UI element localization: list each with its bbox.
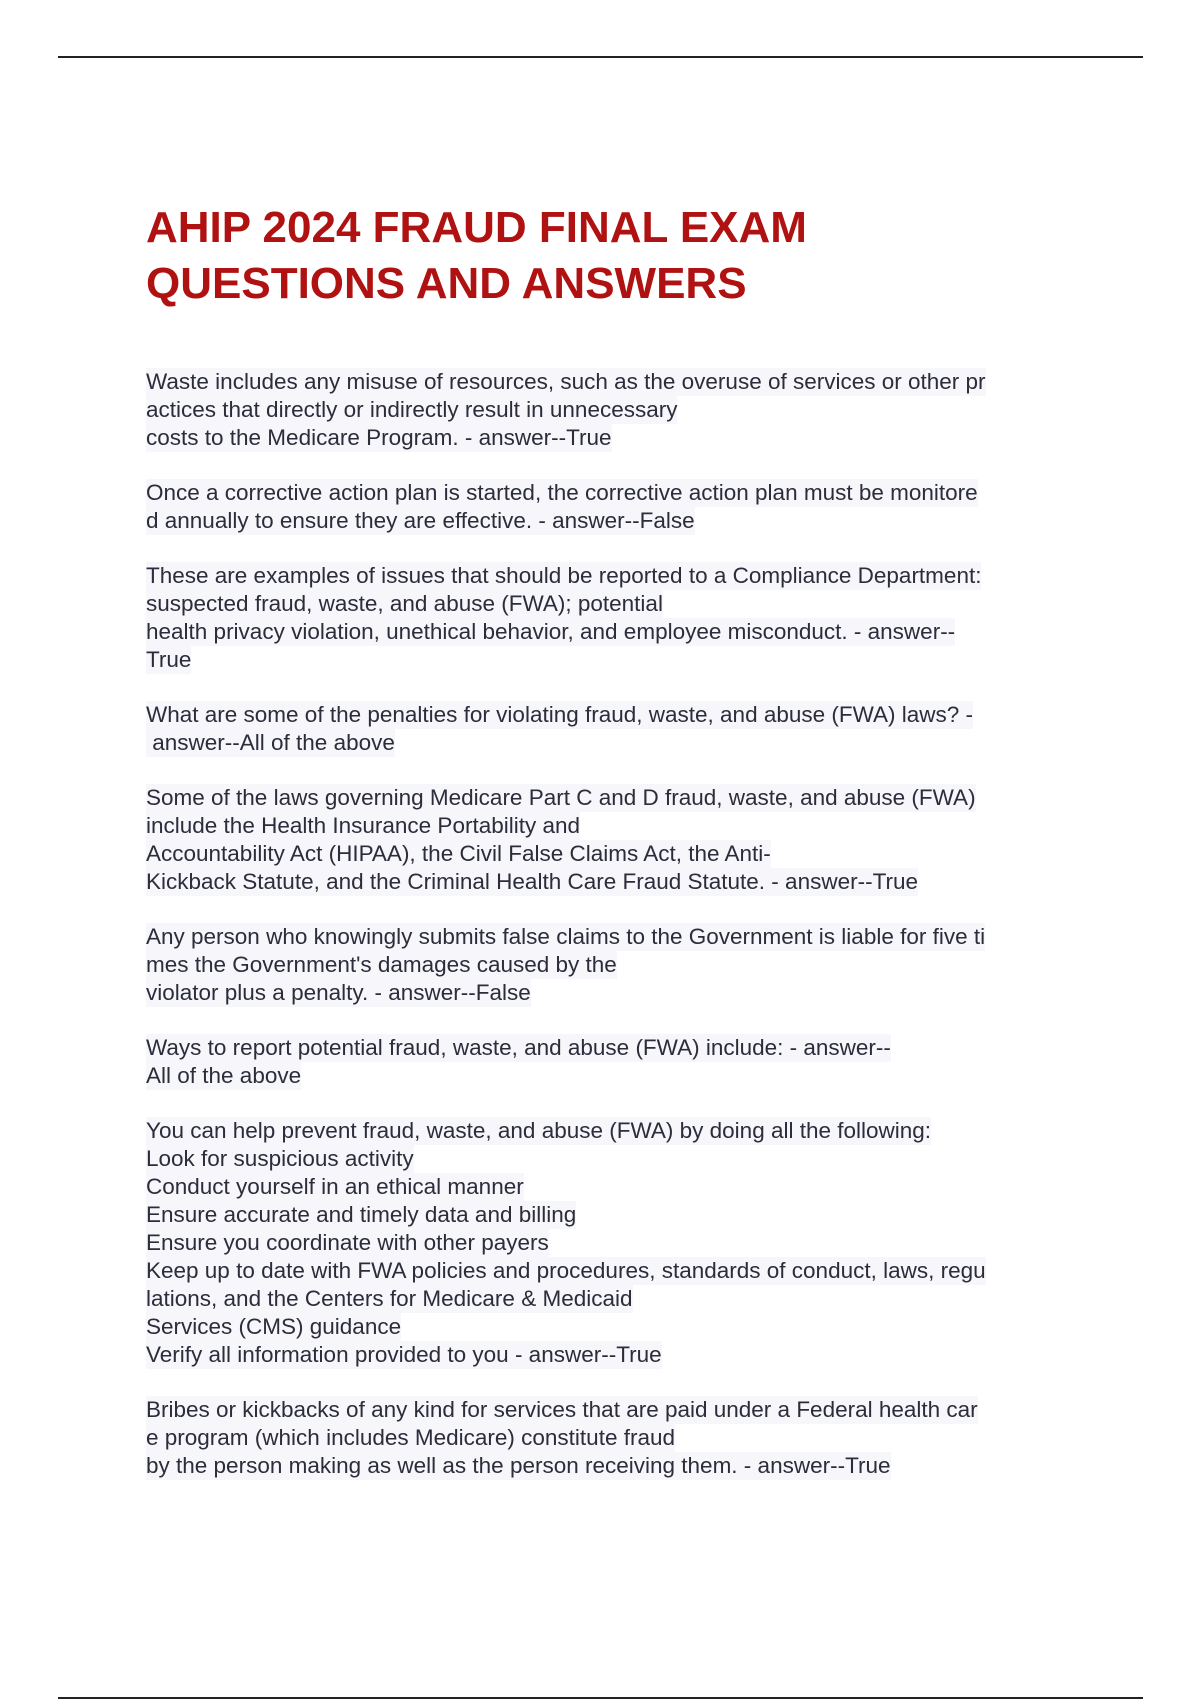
qa-line: by the person making as well as the person receiving them. - answer--True xyxy=(146,1453,891,1478)
qa-line: suspected fraud, waste, and abuse (FWA); potential xyxy=(146,591,663,616)
qa-line: Conduct yourself in an ethical manner xyxy=(146,1174,524,1199)
qa-line: Look for suspicious activity xyxy=(146,1146,414,1171)
title-line: AHIP 2024 FRAUD FINAL EXAM xyxy=(146,203,807,252)
page-title xyxy=(146,200,1106,312)
qa-line: violator plus a penalty. - answer--False xyxy=(146,980,531,1005)
qa-entry xyxy=(146,368,1066,452)
qa-line: answer--All of the above xyxy=(146,730,395,755)
qa-entry xyxy=(146,479,1066,535)
qa-line: Bribes or kickbacks of any kind for services that are paid under a Federal health car xyxy=(146,1397,978,1422)
bottom-divider xyxy=(58,1697,1143,1699)
qa-entry xyxy=(146,701,1066,757)
qa-line: What are some of the penalties for violating fraud, waste, and abuse (FWA) laws? - xyxy=(146,702,974,727)
title-line: QUESTIONS AND ANSWERS xyxy=(146,259,747,308)
qa-line: Waste includes any misuse of resources, such as the overuse of services or other pr xyxy=(146,369,986,394)
qa-list xyxy=(146,368,1066,1507)
qa-line: health privacy violation, unethical behavior, and employee misconduct. - answer-- xyxy=(146,619,956,644)
qa-entry xyxy=(146,1034,1066,1090)
qa-line: actices that directly or indirectly result in unnecessary xyxy=(146,397,678,422)
qa-line: Ways to report potential fraud, waste, and abuse (FWA) include: - answer-- xyxy=(146,1035,891,1060)
qa-line: d annually to ensure they are effective. - answer--False xyxy=(146,508,695,533)
qa-line: All of the above xyxy=(146,1063,302,1088)
qa-entry xyxy=(146,784,1066,896)
qa-line: include the Health Insurance Portability and xyxy=(146,813,581,838)
qa-entry xyxy=(146,1396,1066,1480)
qa-entry xyxy=(146,923,1066,1007)
qa-line: These are examples of issues that should be reported to a Compliance Department: xyxy=(146,563,982,588)
qa-entry xyxy=(146,1117,1066,1369)
qa-line: Services (CMS) guidance xyxy=(146,1314,402,1339)
top-divider xyxy=(58,56,1143,58)
qa-line: Some of the laws governing Medicare Part C and D fraud, waste, and abuse (FWA) xyxy=(146,785,976,810)
qa-line: Accountability Act (HIPAA), the Civil False Claims Act, the Anti- xyxy=(146,841,771,866)
qa-line: You can help prevent fraud, waste, and abuse (FWA) by doing all the following: xyxy=(146,1118,932,1143)
qa-line: Ensure accurate and timely data and billing xyxy=(146,1202,577,1227)
qa-line: True xyxy=(146,647,192,672)
qa-line: Once a corrective action plan is started, the corrective action plan must be monitore xyxy=(146,480,978,505)
qa-line: e program (which includes Medicare) constitute fraud xyxy=(146,1425,675,1450)
qa-line: Ensure you coordinate with other payers xyxy=(146,1230,549,1255)
qa-line: mes the Government's damages caused by the xyxy=(146,952,617,977)
qa-line: Verify all information provided to you - answer--True xyxy=(146,1342,662,1367)
qa-line: lations, and the Centers for Medicare & Medicaid xyxy=(146,1286,633,1311)
qa-line: Any person who knowingly submits false claims to the Government is liable for five ti xyxy=(146,924,986,949)
qa-line: costs to the Medicare Program. - answer--True xyxy=(146,425,612,450)
qa-entry xyxy=(146,562,1066,674)
qa-line: Kickback Statute, and the Criminal Health Care Fraud Statute. - answer--True xyxy=(146,869,918,894)
qa-line: Keep up to date with FWA policies and procedures, standards of conduct, laws, regu xyxy=(146,1258,986,1283)
